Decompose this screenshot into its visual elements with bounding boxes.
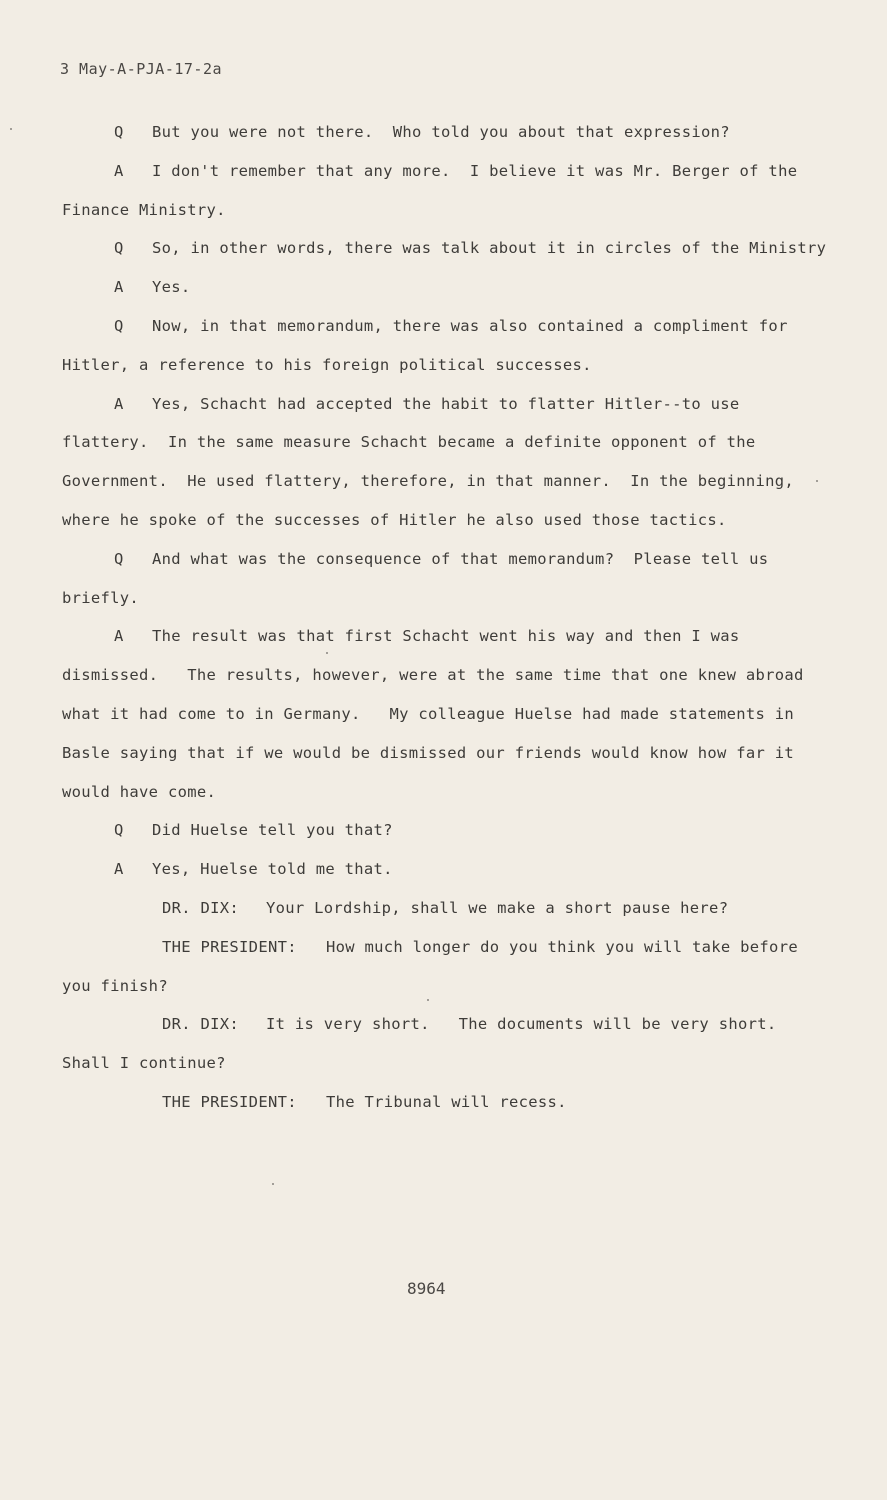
- transcript-line: Government. He used flattery, therefore, in that manner. In the beginning,: [62, 472, 795, 491]
- transcript-line: A I don't remember that any more. I believe it was Mr. Berger of the: [62, 152, 832, 191]
- transcript-line: Hitler, a reference to his foreign political successes.: [62, 355, 592, 374]
- transcript-line: Q Now, in that memorandum, there was also contained a compliment for: [62, 307, 832, 346]
- paper-speck: [10, 128, 12, 130]
- transcript-line: A Yes.: [62, 268, 832, 307]
- transcript-line: Q Did Huelse tell you that?: [62, 811, 832, 850]
- transcript-line: Finance Ministry.: [62, 200, 226, 219]
- speaker-label: DR. DIX:: [162, 1015, 240, 1034]
- speaker-tag: Q: [114, 316, 124, 335]
- speaker-label: THE PRESIDENT:: [162, 1092, 297, 1111]
- paper-speck: [326, 652, 328, 654]
- speaker-tag: Q: [114, 239, 124, 258]
- transcript-line: where he spoke of the successes of Hitler he also used those tactics.: [62, 510, 727, 529]
- paper-speck: [427, 999, 429, 1001]
- speaker-tag: Q: [114, 549, 124, 568]
- transcript-body: [62, 113, 832, 1122]
- speaker-tag: A: [114, 278, 124, 297]
- transcript-line: THE PRESIDENT: How much longer do you think you will take before: [62, 928, 832, 967]
- speaker-label: THE PRESIDENT:: [162, 937, 297, 956]
- paper-speck: [816, 480, 818, 482]
- speaker-tag: A: [114, 627, 124, 646]
- transcript-line: Q But you were not there. Who told you about that expression?: [62, 113, 832, 152]
- speaker-tag: A: [114, 860, 124, 879]
- transcript-line: Q So, in other words, there was talk about it in circles of the Ministry: [62, 229, 832, 268]
- transcript-line: DR. DIX: It is very short. The documents will be very short.: [62, 1005, 832, 1044]
- page-number: 8964: [407, 1279, 446, 1298]
- transcript-line: A Yes, Schacht had accepted the habit to flatter Hitler--to use: [62, 385, 832, 424]
- speaker-tag: A: [114, 161, 124, 180]
- transcript-line: dismissed. The results, however, were at the same time that one knew abroad: [62, 666, 804, 685]
- speaker-tag: Q: [114, 821, 124, 840]
- transcript-line: Shall I continue?: [62, 1054, 226, 1073]
- transcript-line: you finish?: [62, 976, 168, 995]
- transcript-line: DR. DIX: Your Lordship, shall we make a short pause here?: [62, 889, 832, 928]
- speaker-tag: A: [114, 394, 124, 413]
- speaker-tag: Q: [114, 123, 124, 141]
- transcript-line: would have come.: [62, 782, 217, 801]
- paper-speck: [272, 1183, 274, 1185]
- transcript-line: Q And what was the consequence of that memorandum? Please tell us: [62, 540, 832, 579]
- transcript-line: THE PRESIDENT: The Tribunal will recess.: [62, 1083, 832, 1122]
- speaker-label: DR. DIX:: [162, 898, 240, 917]
- transcript-line: flattery. In the same measure Schacht became a definite opponent of the: [62, 433, 756, 452]
- transcript-line: what it had come to in Germany. My colleague Huelse had made statements in: [62, 704, 795, 723]
- transcript-line: Basle saying that if we would be dismissed our friends would know how far it: [62, 743, 795, 762]
- transcript-line: briefly.: [62, 588, 140, 607]
- transcript-line: A Yes, Huelse told me that.: [62, 850, 832, 889]
- transcript-line: A The result was that first Schacht went his way and then I was: [62, 617, 832, 656]
- document-header: 3 May-A-PJA-17-2a: [60, 60, 223, 78]
